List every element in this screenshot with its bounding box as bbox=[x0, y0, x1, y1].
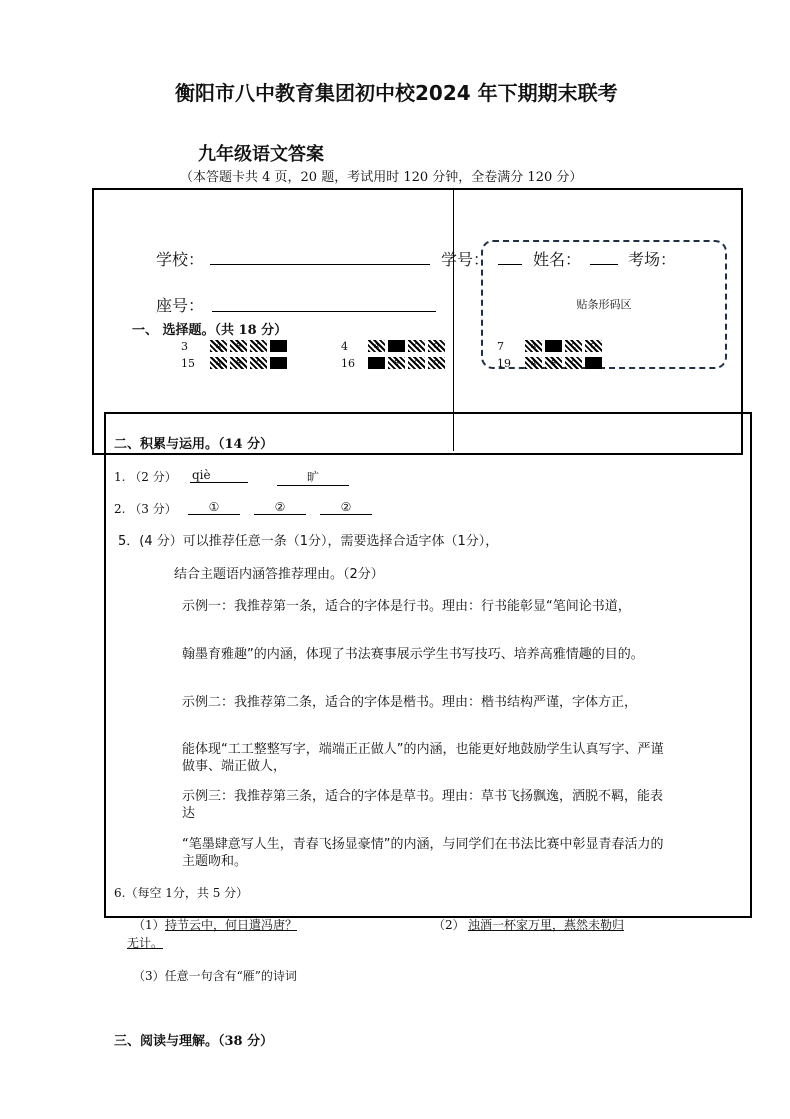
bubble-a[interactable]: A bbox=[368, 340, 385, 352]
q5-line-2: 结合主题语内涵答推荐理由。（2分） bbox=[174, 567, 384, 582]
bubble-c[interactable]: C bbox=[250, 340, 267, 352]
bubble-b-filled[interactable]: ■ bbox=[545, 340, 562, 352]
answer-bubbles bbox=[368, 357, 445, 369]
section3-heading: 三、阅读与理解。（38 分） bbox=[114, 1034, 274, 1049]
question-number: 19 bbox=[497, 357, 511, 370]
example-2-part-1: 示例二：我推荐第二条，适合的字体是楷书。理由：楷书结构严谨，字体方正， bbox=[182, 695, 638, 710]
example-2-part-2: 能体现“工工整整写字，端端正正做人”的内涵，也能更好地鼓励学生认真写字、严谨做事、端正做人， bbox=[182, 742, 664, 774]
example-3-part-2: “笔墨肆意写人生，青春飞扬显豪情”的内涵，与同学们在书法比赛中彰显青春活力的主题吻和。 bbox=[182, 837, 664, 869]
seat-input[interactable] bbox=[212, 311, 436, 312]
bubble-d[interactable]: D bbox=[428, 340, 445, 352]
school-label: 学校： bbox=[156, 250, 205, 269]
bubble-c[interactable]: C bbox=[565, 340, 582, 352]
bubble-b[interactable]: B bbox=[230, 357, 247, 369]
bubble-a[interactable]: A bbox=[525, 357, 542, 369]
q1-answer-1: qiè bbox=[190, 468, 248, 483]
q6-label: 6.（每空 1分，共 5 分） bbox=[114, 886, 249, 900]
q6-1-number: （1） bbox=[133, 918, 165, 932]
q5-line-1: 5．(4 分）可以推荐任意一条（1分），需要选择合适字体（1分）， bbox=[118, 534, 499, 549]
q6-2-number: （2） bbox=[433, 918, 465, 932]
q6-2-answer-line-1: 浊酒一杯家万里，燕然未勒归 bbox=[468, 918, 625, 932]
q6-2-answer-line-2: 无计。 bbox=[127, 936, 164, 950]
bubble-b[interactable]: B bbox=[230, 340, 247, 352]
bubble-a-filled[interactable]: ■ bbox=[368, 357, 385, 369]
q6-1-answer: 持节云中，何日遣冯唐？ bbox=[165, 918, 298, 932]
answer-bubbles bbox=[210, 357, 287, 369]
student-no-label: 学号： bbox=[441, 250, 490, 269]
answer-bubbles bbox=[525, 357, 602, 369]
q2-answer-3: ② bbox=[320, 500, 372, 515]
example-1-part-2: 翰墨育雅趣”的内涵，体现了书法赛事展示学生书写技巧、培养高雅情趣的目的。 bbox=[182, 647, 644, 662]
bubble-c[interactable]: C bbox=[408, 357, 425, 369]
question-number: 3 bbox=[181, 340, 188, 353]
school-input[interactable] bbox=[210, 264, 430, 265]
bubble-c[interactable]: C bbox=[408, 340, 425, 352]
question-number: 4 bbox=[341, 340, 348, 353]
exam-note: （本答题卡共 4 页，20 题，考试用时 120 分钟，全卷满分 120 分） bbox=[180, 170, 583, 185]
answer-bubbles bbox=[210, 340, 287, 352]
page-subtitle: 九年级语文答案 bbox=[198, 144, 324, 165]
bubble-c[interactable]: C bbox=[565, 357, 582, 369]
question-number: 16 bbox=[341, 357, 355, 370]
bubble-a[interactable]: A bbox=[210, 340, 227, 352]
bubble-d[interactable]: D bbox=[428, 357, 445, 369]
section1-heading: 一、 选择题。（共 18 分） bbox=[132, 323, 288, 338]
name-label: 姓名： bbox=[533, 250, 582, 269]
answer-bubbles bbox=[368, 340, 445, 352]
page-title: 衡阳市八中教育集团初中校2024 年下期期末联考 bbox=[175, 81, 618, 105]
bubble-d[interactable]: D bbox=[585, 340, 602, 352]
seat-label: 座号： bbox=[156, 296, 205, 315]
bubble-b-filled[interactable]: ■ bbox=[388, 340, 405, 352]
example-3-part-1: 示例三：我推荐第三条，适合的字体是草书。理由：草书飞扬飘逸，洒脱不羁，能表达 bbox=[182, 789, 664, 821]
question-number: 15 bbox=[181, 357, 195, 370]
bubble-c[interactable]: C bbox=[250, 357, 267, 369]
q1-answer-2: 旷 bbox=[277, 468, 349, 486]
bubble-d-filled[interactable]: ■ bbox=[270, 340, 287, 352]
bubble-d-filled[interactable]: ■ bbox=[585, 357, 602, 369]
answer-bubbles bbox=[525, 340, 602, 352]
question-number: 7 bbox=[497, 340, 504, 353]
q6-3-text: （3）任意一句含有“雁”的诗词 bbox=[133, 969, 297, 983]
exam-room-label: 考场： bbox=[628, 250, 677, 269]
q2-answer-2: ② bbox=[254, 500, 306, 515]
q1-label: 1. （2 分） bbox=[114, 470, 177, 484]
bubble-a[interactable]: A bbox=[210, 357, 227, 369]
q2-label: 2. （3 分） bbox=[114, 502, 177, 516]
bubble-b[interactable]: B bbox=[545, 357, 562, 369]
bubble-d-filled[interactable]: ■ bbox=[270, 357, 287, 369]
bubble-b[interactable]: B bbox=[388, 357, 405, 369]
bubble-a[interactable]: A bbox=[525, 340, 542, 352]
section2-heading: 二、积累与运用。（14 分） bbox=[114, 437, 274, 452]
q2-answer-1: ① bbox=[188, 500, 240, 515]
barcode-label: 贴条形码区 bbox=[576, 298, 632, 311]
example-1-part-1: 示例一：我推荐第一条，适合的字体是行书。理由：行书能彰显“笔间论书道， bbox=[182, 599, 631, 614]
